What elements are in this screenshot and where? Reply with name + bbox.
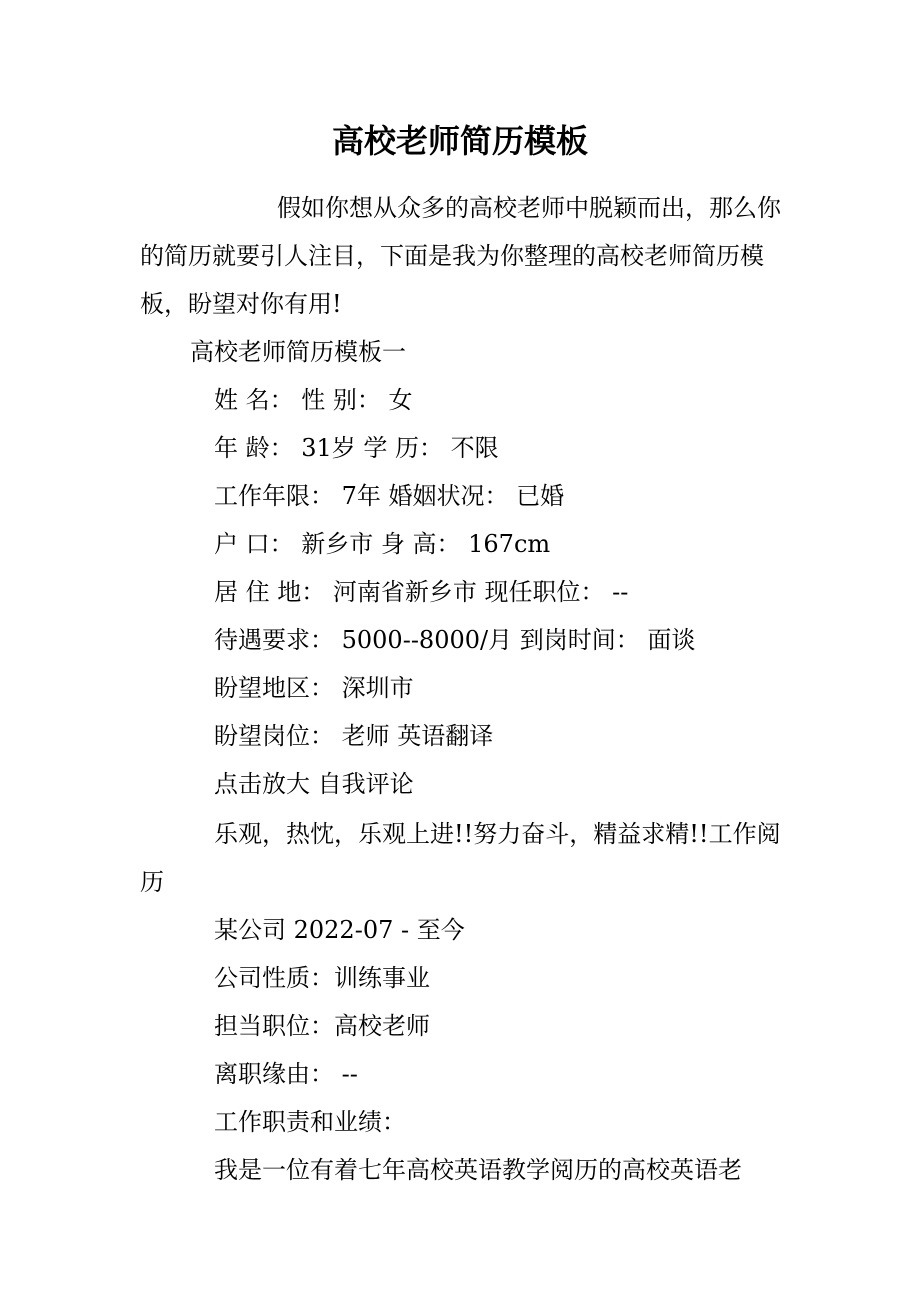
- work-line-company: 某公司 2022-07 - 至今: [214, 916, 465, 944]
- intro-paragraph: 假如你想从众多的高校老师中脱颖而出，那么你的简历就要引人注目，下面是我为你整理的高校老师简历模板，盼望对你有用!: [140, 194, 781, 318]
- work-line-duties-heading: 工作职责和业绩：: [214, 1108, 406, 1136]
- info-line-salary-start: 待遇要求： 5000--8000/月 到岗时间： 面谈: [214, 626, 696, 654]
- work-line-leave-reason: 离职缘由： --: [214, 1060, 358, 1088]
- info-line-region: 盼望地区： 深圳市: [214, 674, 414, 702]
- duties-paragraph-start: 我是一位有着七年高校英语教学阅历的高校英语老: [214, 1156, 742, 1184]
- self-eval-heading: 点击放大 自我评论: [214, 770, 414, 798]
- work-line-company-type: 公司性质：训练事业: [214, 964, 430, 992]
- section-heading: 高校老师简历模板一: [190, 338, 406, 366]
- info-line-years-marital: 工作年限： 7年 婚姻状况： 已婚: [214, 482, 565, 510]
- info-line-residence-position: 居 住 地： 河南省新乡市 现任职位： --: [214, 578, 629, 606]
- document-title: 高校老师简历模板: [331, 122, 588, 160]
- info-line-hukou-height: 户 口： 新乡市 身 高： 167cm: [214, 530, 551, 558]
- info-line-desired-job: 盼望岗位： 老师 英语翻译: [214, 722, 494, 750]
- work-line-position: 担当职位：高校老师: [214, 1012, 430, 1040]
- info-line-age-education: 年 龄： 31岁 学 历： 不限: [214, 434, 499, 462]
- self-eval-paragraph: 乐观，热忱，乐观上进!!努力奋斗，精益求精!!工作阅历: [140, 820, 781, 896]
- info-line-name-gender: 姓 名： 性 别： 女: [214, 386, 413, 414]
